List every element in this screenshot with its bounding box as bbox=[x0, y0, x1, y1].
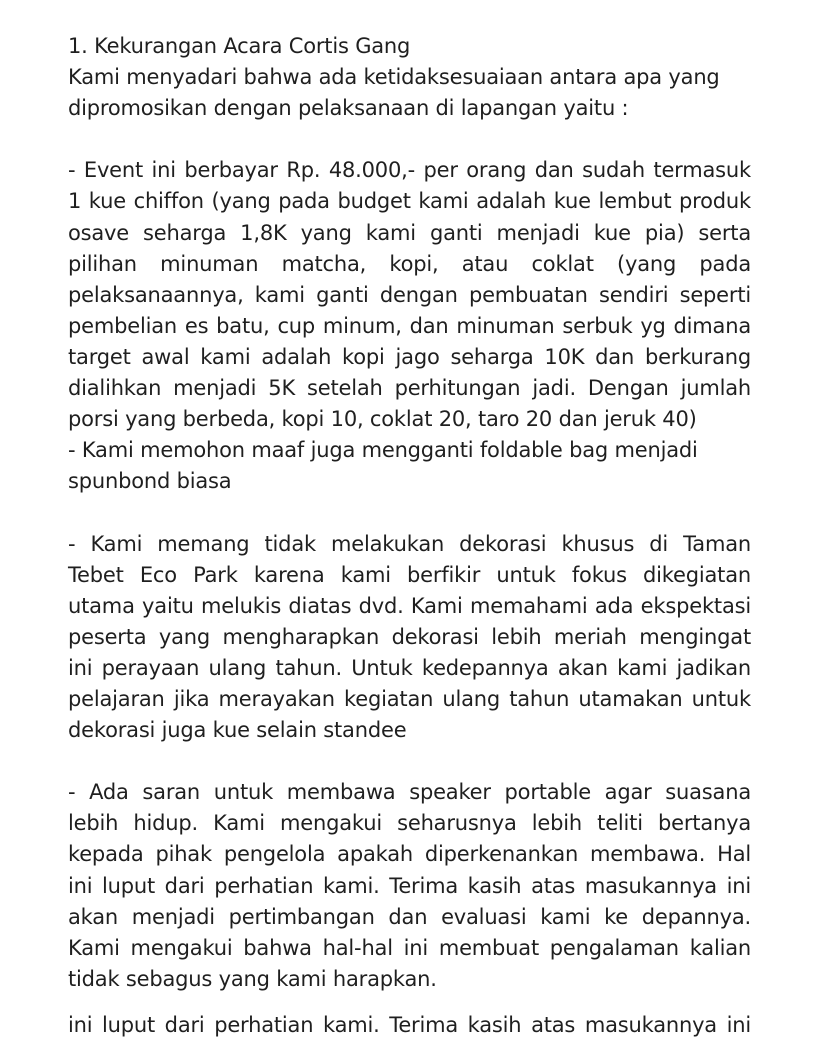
para2-line: dekorasi juga kue selain standee bbox=[68, 718, 407, 743]
para2-line: pelajaran jika merayakan kegiatan ulang tahun utamakan untuk bbox=[68, 686, 751, 711]
paragraph-gap bbox=[68, 746, 751, 777]
para1-line: target awal kami adalah kopi jago seharga 10K dan berkurang bbox=[68, 344, 751, 369]
para3-line: lebih hidup. Kami mengakui seharusnya lebih teliti bertanya bbox=[68, 811, 751, 836]
para3-line: tidak sebagus yang kami harapkan. bbox=[68, 966, 437, 991]
para1-line: spunbond biasa bbox=[68, 469, 232, 494]
para1-line: pembelian es batu, cup minum, dan minuman serbuk yg dimana bbox=[68, 313, 751, 338]
paragraph-gap bbox=[68, 497, 751, 528]
intro-line: dipromosikan dengan pelaksanaan di lapangan yaitu : bbox=[68, 96, 629, 121]
para2-line: - Kami memang tidak melakukan dekorasi khusus di Taman bbox=[68, 531, 751, 556]
para1-line: pelaksanaannya, kami ganti dengan pembuatan sendiri seperti bbox=[68, 282, 751, 307]
para2-line: Tebet Eco Park karena kami berfikir untuk fokus dikegiatan bbox=[68, 562, 751, 587]
section-heading: 1. Kekurangan Acara Cortis Gang bbox=[68, 34, 411, 58]
cutoff-text-line bbox=[68, 1010, 751, 1037]
para2-line: utama yaitu melukis diatas dvd. Kami memahami ada ekspektasi bbox=[68, 593, 751, 618]
para1-line: osave seharga 1,8K yang kami ganti menjadi kue pia) serta bbox=[68, 220, 751, 245]
cutoff-text: ini luput dari perhatian kami. Terima kasih atas masukannya ini bbox=[68, 1013, 751, 1037]
para1-line: - Kami memohon maaf juga mengganti foldable bag menjadi bbox=[68, 438, 698, 463]
para3-line: Kami mengakui bahwa hal-hal ini membuat pengalaman kalian bbox=[68, 935, 751, 960]
para3-line: - Ada saran untuk membawa speaker portable agar suasana bbox=[68, 780, 751, 805]
para1-line: - Event ini berbayar Rp. 48.000,- per orang dan sudah termasuk bbox=[68, 158, 751, 183]
para1-line: pilihan minuman matcha, kopi, atau coklat (yang pada bbox=[68, 251, 751, 276]
para1-line: dialihkan menjadi 5K setelah perhitungan jadi. Dengan jumlah bbox=[68, 376, 751, 401]
para3-line: kepada pihak pengelola apakah diperkenankan membawa. Hal bbox=[68, 842, 751, 867]
para3-line: ini luput dari perhatian kami. Terima kasih atas masukannya ini bbox=[68, 873, 751, 898]
para1-line: 1 kue chiffon (yang pada budget kami adalah kue lembut produk bbox=[68, 189, 751, 214]
para1-line: porsi yang berbeda, kopi 10, coklat 20, taro 20 dan jeruk 40) bbox=[68, 407, 697, 432]
para3-line: akan menjadi pertimbangan dan evaluasi kami ke depannya. bbox=[68, 904, 751, 929]
paragraph-gap bbox=[68, 124, 751, 155]
intro-line: Kami menyadari bahwa ada ketidaksesuaiaan antara apa yang bbox=[68, 65, 720, 90]
para2-line: ini perayaan ulang tahun. Untuk kedepannya akan kami jadikan bbox=[68, 655, 751, 680]
document-body bbox=[68, 31, 751, 995]
para2-line: peserta yang mengharapkan dekorasi lebih meriah mengingat bbox=[68, 624, 751, 649]
